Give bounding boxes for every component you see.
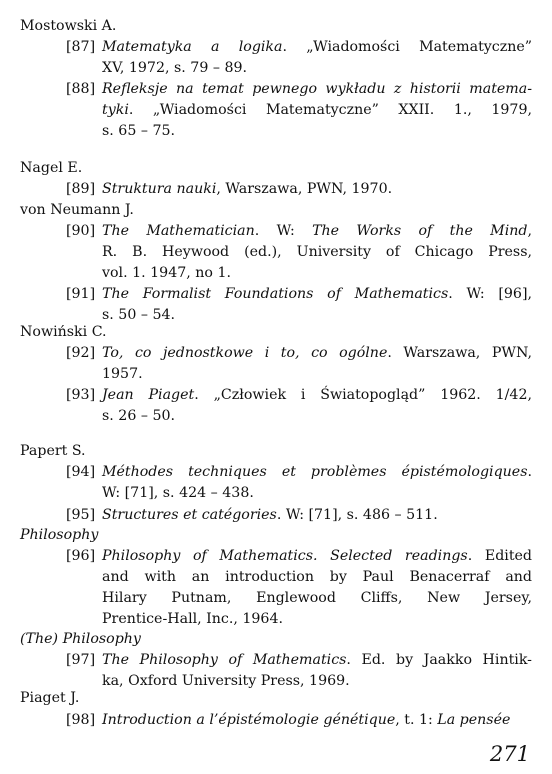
reference-continuation <box>102 567 532 587</box>
reference-entry <box>66 710 510 730</box>
author-heading: von Neumann J. <box>20 202 134 218</box>
reference-text: . „Wiadomości Matematyczne” XXII. 1., 1979, <box>128 102 532 118</box>
reference-text: , t. 1: <box>395 712 438 728</box>
reference-title: Structures et catégories <box>102 507 277 523</box>
reference-entry <box>66 284 532 304</box>
reference-title: Méthodes techniques et problèmes épistémologiques <box>102 464 528 480</box>
reference-continuation <box>102 121 175 141</box>
reference-continuation <box>102 364 143 384</box>
reference-title: The Philosophy of Mathematics <box>102 652 347 668</box>
reference-text: s. 65 – 75. <box>102 123 176 139</box>
reference-title: tyki <box>102 102 129 118</box>
reference-text: . Ed. by Jaakko Hintik- <box>346 652 532 668</box>
reference-continuation <box>102 263 231 283</box>
author-heading: Nowiński C. <box>20 324 107 340</box>
reference-text: s. 50 – 54. <box>102 307 176 323</box>
reference-continuation <box>102 588 532 608</box>
reference-entry <box>66 179 392 199</box>
reference-title: Jean Piaget <box>102 387 195 403</box>
reference-title: The Works of the Mind <box>312 223 528 239</box>
reference-entry <box>66 650 532 670</box>
reference-number: [92] <box>66 345 96 361</box>
reference-number: [88] <box>66 81 96 97</box>
author-heading: Nagel E. <box>20 160 83 176</box>
reference-number: [98] <box>66 712 96 728</box>
reference-text: s. 26 – 50. <box>102 408 176 424</box>
reference-text: , Warszawa, PWN, 1970. <box>216 181 393 197</box>
reference-text: and with an introduction by Paul Benacerraf and <box>102 569 532 585</box>
reference-text: . W: [71], s. 486 – 511. <box>276 507 438 523</box>
reference-text: , <box>527 223 532 239</box>
reference-continuation <box>102 242 532 262</box>
reference-text: . W: <box>254 223 313 239</box>
reference-text: Prentice-Hall, Inc., 1964. <box>102 611 283 627</box>
reference-continuation <box>102 671 350 691</box>
reference-text: ka, Oxford University Press, 1969. <box>102 673 350 689</box>
reference-entry <box>66 343 532 363</box>
author-heading: Papert S. <box>20 443 86 459</box>
author-heading: (The) Philosophy <box>20 631 141 647</box>
reference-title: The Formalist Foundations of Mathematics <box>102 286 449 302</box>
reference-entry <box>66 462 532 482</box>
reference-continuation <box>102 406 175 426</box>
reference-entry <box>66 79 532 99</box>
reference-title: Refleksje na temat pewnego wykładu z historii matema- <box>102 81 532 97</box>
author-heading: Philosophy <box>20 527 99 543</box>
reference-title: The Mathematician <box>102 223 255 239</box>
reference-title: Struktura nauki <box>102 181 217 197</box>
reference-text: . „Wiadomości Matematyczne” <box>282 39 532 55</box>
reference-text: R. B. Heywood (ed.), University of Chicago Press, <box>102 244 532 260</box>
reference-number: [94] <box>66 464 96 480</box>
reference-continuation <box>102 100 532 120</box>
reference-text: . Edited <box>467 548 532 564</box>
reference-title: La pensée <box>437 712 511 728</box>
reference-text: XV, 1972, s. 79 – 89. <box>102 60 248 76</box>
reference-text: . „Człowiek i Światopogląd” 1962. 1/42, <box>194 387 533 403</box>
reference-text: Hilary Putnam, Englewood Cliffs, New Jersey, <box>102 590 532 606</box>
reference-text: W: [71], s. 424 – 438. <box>102 485 254 501</box>
reference-text: . <box>527 464 532 480</box>
reference-number: [96] <box>66 548 96 564</box>
reference-number: [87] <box>66 39 96 55</box>
reference-text: . W: [96], <box>448 286 532 302</box>
reference-number: [90] <box>66 223 96 239</box>
reference-entry <box>66 505 438 525</box>
reference-text: . Warszawa, PWN, <box>387 345 532 361</box>
author-heading: Piaget J. <box>20 690 80 706</box>
reference-entry <box>66 546 532 566</box>
reference-continuation <box>102 609 283 629</box>
reference-number: [95] <box>66 507 96 523</box>
reference-title: Introduction a l’épistémologie génétique <box>102 712 396 728</box>
reference-number: [93] <box>66 387 96 403</box>
reference-title: Philosophy of Mathematics. Selected readings <box>102 548 468 564</box>
reference-title: Matematyka a logika <box>102 39 283 55</box>
reference-continuation <box>102 305 175 325</box>
reference-entry <box>66 385 532 405</box>
reference-entry <box>66 37 532 57</box>
reference-text: vol. 1. 1947, no 1. <box>102 265 232 281</box>
page-number: 271 <box>489 742 530 766</box>
reference-entry <box>66 221 532 241</box>
reference-number: [97] <box>66 652 96 668</box>
reference-continuation <box>102 58 247 78</box>
author-heading: Mostowski A. <box>20 18 117 34</box>
reference-text: 1957. <box>102 366 143 382</box>
reference-title: To, co jednostkowe i to, co ogólne <box>102 345 388 361</box>
reference-continuation <box>102 483 254 503</box>
reference-number: [91] <box>66 286 96 302</box>
reference-number: [89] <box>66 181 96 197</box>
